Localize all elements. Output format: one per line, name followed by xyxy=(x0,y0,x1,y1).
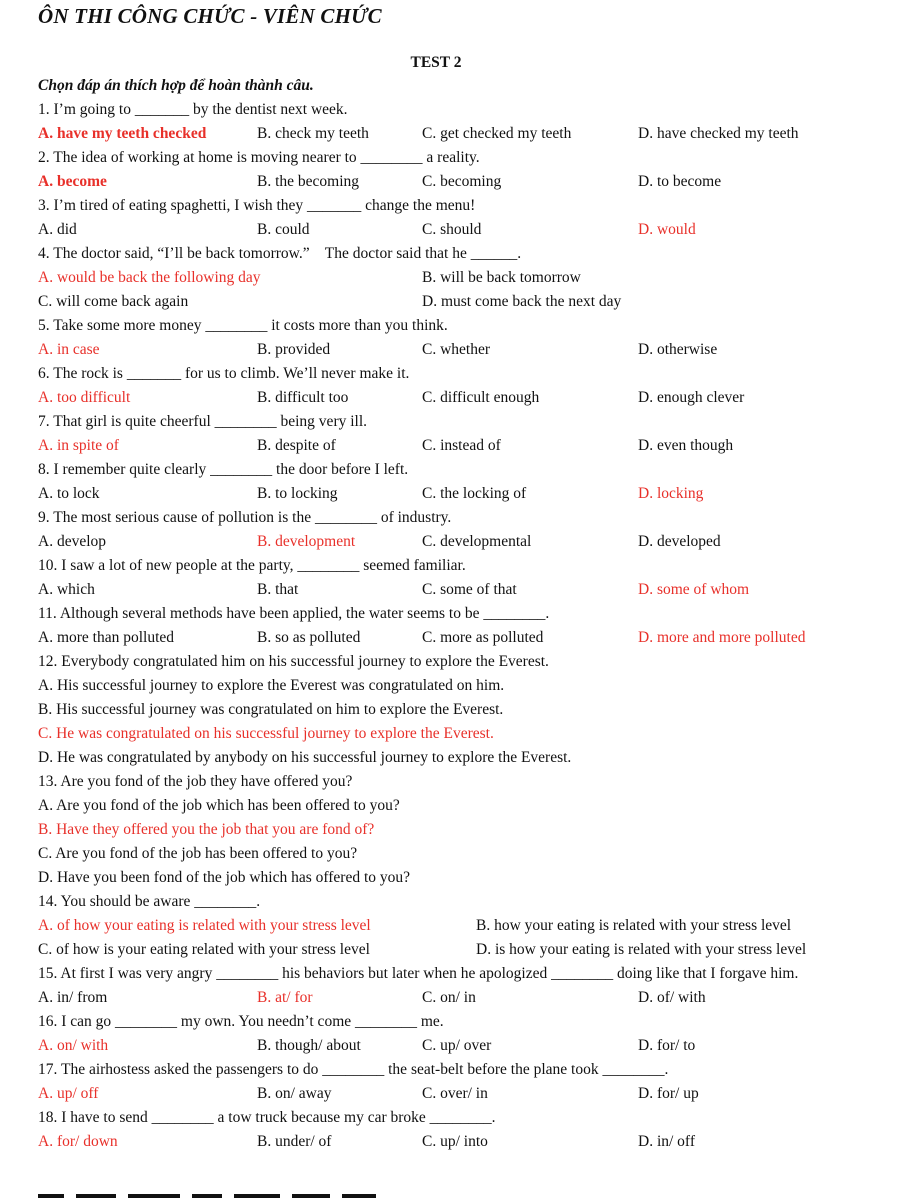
option-3a: A. did xyxy=(38,221,77,238)
option-13a: A. Are you fond of the job which has been offered to you? xyxy=(38,797,400,814)
options-3 xyxy=(38,220,838,244)
option-18b: B. under/ of xyxy=(257,1133,332,1150)
options-4-row1 xyxy=(38,268,838,292)
option-7d: D. even though xyxy=(638,437,734,454)
option-3d-correct: D. would xyxy=(638,221,696,238)
option-10a: A. which xyxy=(38,581,95,598)
option-12b: B. His successful journey was congratulated on him to explore the Everest. xyxy=(38,701,504,718)
options-10 xyxy=(38,580,838,604)
option-17b: B. on/ away xyxy=(257,1085,332,1102)
option-3b: B. could xyxy=(257,221,310,238)
question-3: 3. I’m tired of eating spaghetti, I wish they _______ change the menu! xyxy=(38,197,476,214)
option-1d: D. have checked my teeth xyxy=(638,125,799,142)
option-4d: D. must come back the next day xyxy=(422,293,622,310)
cut-off-footer-text xyxy=(38,1186,438,1200)
option-3c: C. should xyxy=(422,221,482,238)
option-6a-correct: A. too difficult xyxy=(38,389,131,406)
option-16b: B. though/ about xyxy=(257,1037,361,1054)
option-10b: B. that xyxy=(257,581,299,598)
question-18: 18. I have to send ________ a tow truck because my car broke ________. xyxy=(38,1109,496,1126)
question-14: 14. You should be aware ________. xyxy=(38,893,261,910)
question-4: 4. The doctor said, “I’ll be back tomorrow.” The doctor said that he ______. xyxy=(38,245,522,262)
option-5c: C. whether xyxy=(422,341,491,358)
question-6: 6. The rock is _______ for us to climb. We’ll never make it. xyxy=(38,365,410,382)
option-15c: C. on/ in xyxy=(422,989,476,1006)
option-5a-correct: A. in case xyxy=(38,341,100,358)
option-17d: D. for/ up xyxy=(638,1085,699,1102)
option-13c: C. Are you fond of the job has been offered to you? xyxy=(38,845,358,862)
option-14c: C. of how is your eating related with your stress level xyxy=(38,941,370,958)
option-8d-correct: D. locking xyxy=(638,485,704,502)
option-7c: C. instead of xyxy=(422,437,501,454)
test-title: TEST 2 xyxy=(410,54,462,71)
option-2c: C. becoming xyxy=(422,173,502,190)
option-15a: A. in/ from xyxy=(38,989,108,1006)
question-10: 10. I saw a lot of new people at the party, ________ seemed familiar. xyxy=(38,557,466,574)
option-6d: D. enough clever xyxy=(638,389,745,406)
options-18 xyxy=(38,1132,838,1156)
option-5b: B. provided xyxy=(257,341,331,358)
option-14d: D. is how your eating is related with your stress level xyxy=(476,941,807,958)
option-4c: C. will come back again xyxy=(38,293,189,310)
option-5d: D. otherwise xyxy=(638,341,718,358)
option-14b: B. how your eating is related with your stress level xyxy=(476,917,792,934)
options-1 xyxy=(38,124,838,148)
option-12c-correct: C. He was congratulated on his successful journey to explore the Everest. xyxy=(38,725,494,742)
option-11c: C. more as polluted xyxy=(422,629,544,646)
option-17c: C. over/ in xyxy=(422,1085,488,1102)
question-17: 17. The airhostess asked the passengers to do ________ the seat-belt before the plane took ________. xyxy=(38,1061,669,1078)
option-13d: D. Have you been fond of the job which has offered to you? xyxy=(38,869,411,886)
question-12: 12. Everybody congratulated him on his successful journey to explore the Everest. xyxy=(38,653,549,670)
question-16: 16. I can go ________ my own. You needn’t come ________ me. xyxy=(38,1013,444,1030)
options-5 xyxy=(38,340,838,364)
option-9c: C. developmental xyxy=(422,533,532,550)
option-1b: B. check my teeth xyxy=(257,125,369,142)
option-4a-correct: A. would be back the following day xyxy=(38,269,261,286)
options-6 xyxy=(38,388,838,412)
option-18a-correct: A. for/ down xyxy=(38,1133,118,1150)
options-4-row2 xyxy=(38,292,838,316)
options-17 xyxy=(38,1084,838,1108)
question-8: 8. I remember quite clearly ________ the door before I left. xyxy=(38,461,409,478)
option-14a-correct: A. of how your eating is related with your stress level xyxy=(38,917,371,934)
question-9: 9. The most serious cause of pollution is the ________ of industry. xyxy=(38,509,452,526)
option-12d: D. He was congratulated by anybody on his successful journey to explore the Everest. xyxy=(38,749,572,766)
question-1: 1. I’m going to _______ by the dentist next week. xyxy=(38,101,348,118)
option-9a: A. develop xyxy=(38,533,107,550)
options-8 xyxy=(38,484,838,508)
option-16a-correct: A. on/ with xyxy=(38,1037,109,1054)
options-14-row2 xyxy=(38,940,838,964)
option-9d: D. developed xyxy=(638,533,721,550)
option-10d-correct: D. some of whom xyxy=(638,581,750,598)
option-1c: C. get checked my teeth xyxy=(422,125,572,142)
question-5: 5. Take some more money ________ it costs more than you think. xyxy=(38,317,448,334)
options-7 xyxy=(38,436,838,460)
option-8a: A. to lock xyxy=(38,485,100,502)
question-13: 13. Are you fond of the job they have offered you? xyxy=(38,773,353,790)
option-6c: C. difficult enough xyxy=(422,389,540,406)
question-2: 2. The idea of working at home is moving nearer to ________ a reality. xyxy=(38,149,480,166)
question-15: 15. At first I was very angry ________ his behaviors but later when he apologized ________ doing like that I forgave him. xyxy=(38,965,799,982)
option-1a-correct: A. have my teeth checked xyxy=(38,125,207,142)
option-8c: C. the locking of xyxy=(422,485,527,502)
option-11b: B. so as polluted xyxy=(257,629,361,646)
option-15d: D. of/ with xyxy=(638,989,706,1006)
option-2d: D. to become xyxy=(638,173,722,190)
option-12a: A. His successful journey to explore the Everest was congratulated on him. xyxy=(38,677,505,694)
question-7: 7. That girl is quite cheerful ________ being very ill. xyxy=(38,413,368,430)
option-15b-correct: B. at/ for xyxy=(257,989,313,1006)
option-6b: B. difficult too xyxy=(257,389,349,406)
options-14-row1 xyxy=(38,916,838,940)
document-title: ÔN THI CÔNG CHỨC - VIÊN CHỨC xyxy=(38,4,382,28)
option-11a: A. more than polluted xyxy=(38,629,175,646)
options-9 xyxy=(38,532,838,556)
option-2a-correct: A. become xyxy=(38,173,107,190)
option-9b-correct: B. development xyxy=(257,533,356,550)
option-11d-correct: D. more and more polluted xyxy=(638,629,806,646)
option-13b-correct: B. Have they offered you the job that you are fond of? xyxy=(38,821,375,838)
question-list xyxy=(38,100,838,1156)
option-18c: C. up/ into xyxy=(422,1133,488,1150)
question-11: 11. Although several methods have been applied, the water seems to be ________. xyxy=(38,605,550,622)
option-7b: B. despite of xyxy=(257,437,336,454)
option-18d: D. in/ off xyxy=(638,1133,695,1150)
option-2b: B. the becoming xyxy=(257,173,360,190)
options-16 xyxy=(38,1036,838,1060)
option-4b: B. will be back tomorrow xyxy=(422,269,581,286)
option-8b: B. to locking xyxy=(257,485,338,502)
option-10c: C. some of that xyxy=(422,581,517,598)
options-11 xyxy=(38,628,838,652)
option-16d: D. for/ to xyxy=(638,1037,696,1054)
options-2 xyxy=(38,172,838,196)
options-15 xyxy=(38,988,838,1012)
option-17a-correct: A. up/ off xyxy=(38,1085,99,1102)
option-7a-correct: A. in spite of xyxy=(38,437,119,454)
instruction: Chọn đáp án thích hợp để hoàn thành câu. xyxy=(38,77,314,94)
option-16c: C. up/ over xyxy=(422,1037,492,1054)
